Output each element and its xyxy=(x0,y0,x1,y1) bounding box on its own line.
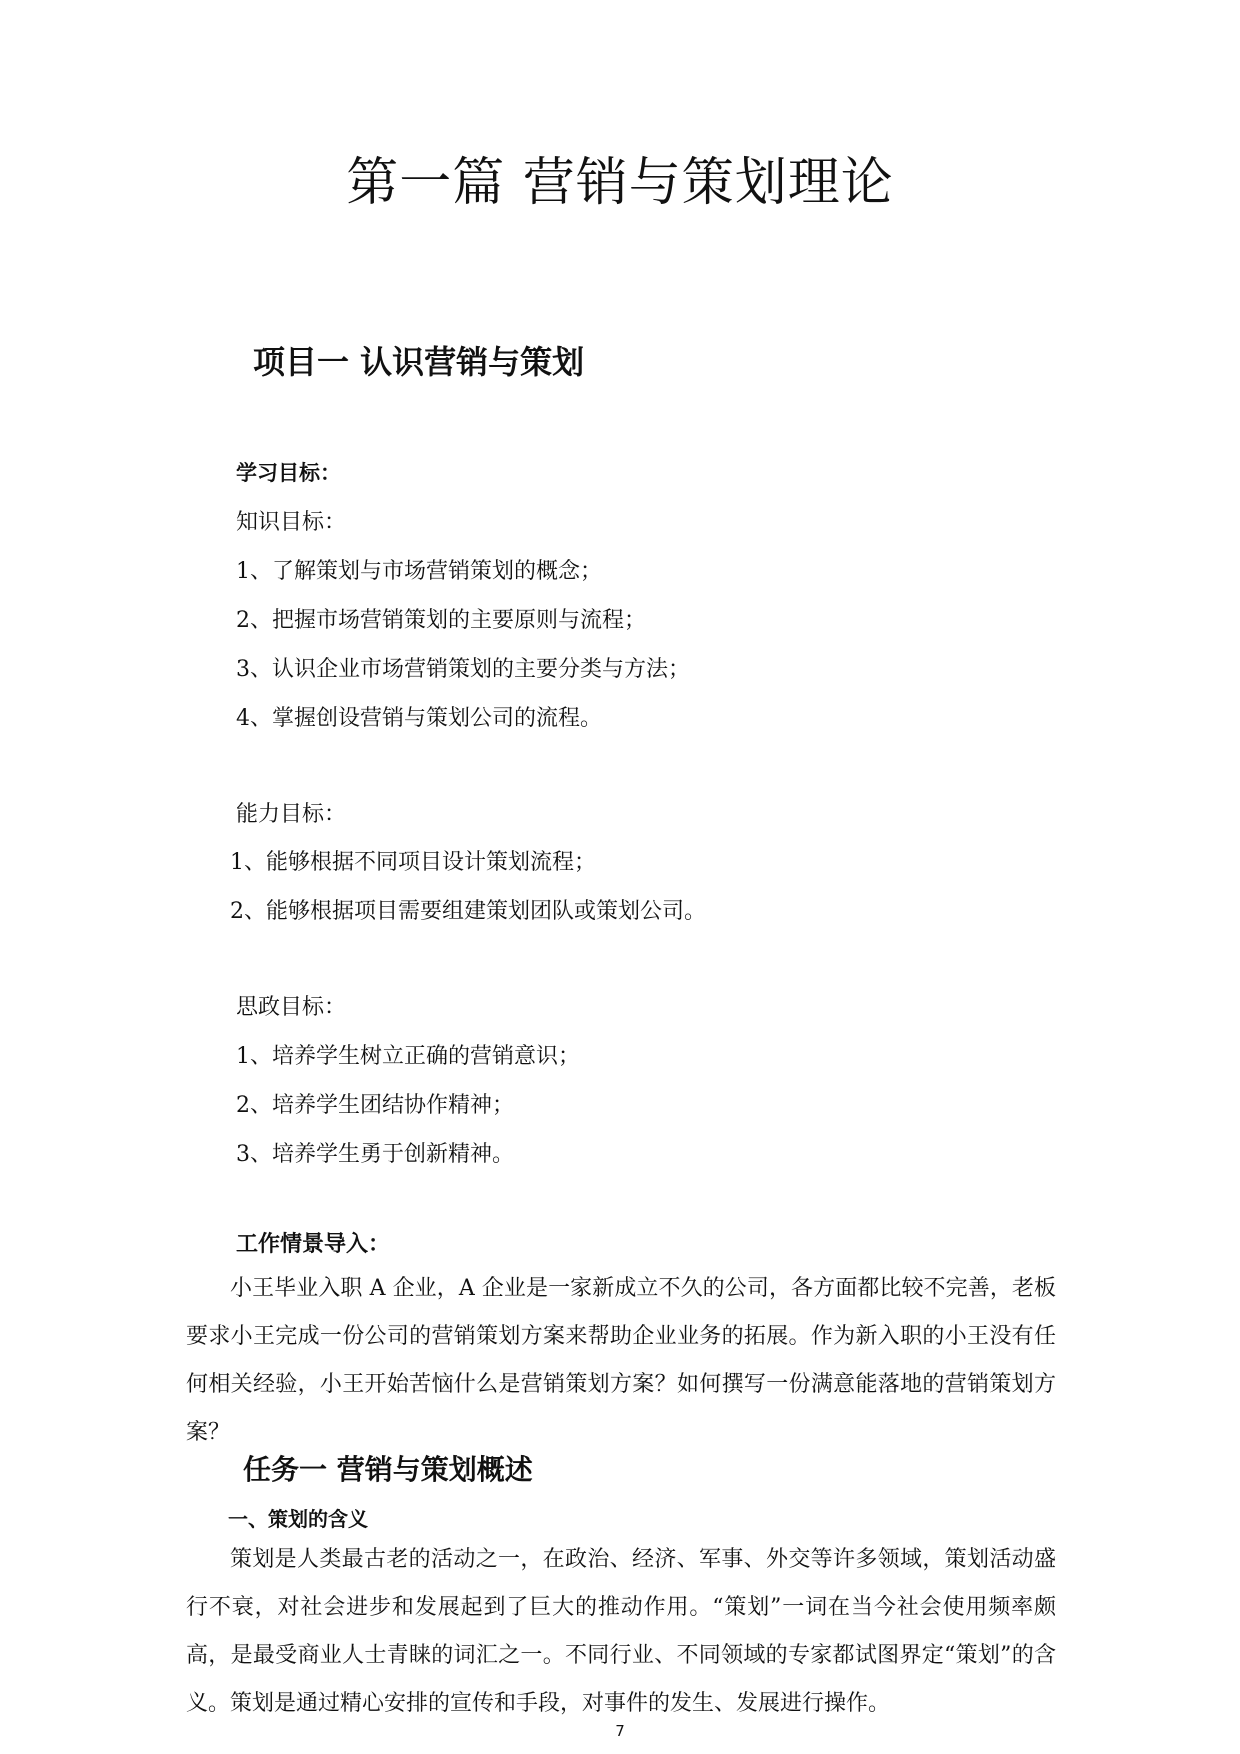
knowledge-goals-label: 知识目标： xyxy=(236,510,347,535)
ability-goals-label: 能力目标： xyxy=(236,802,347,827)
ideology-goal-item: 3、培养学生勇于创新精神。 xyxy=(236,1142,514,1167)
knowledge-goal-item: 2、把握市场营销策划的主要原则与流程； xyxy=(236,608,646,633)
body-paragraph: 策划是人类最古老的活动之一，在政治、经济、军事、外交等许多领域，策划活动盛行不衰，对社会进步和发展起到了巨大的推动作用。“策划”一词在当今社会使用频率颇高，是最受商业人士青睐的词汇之一。不同行业、不同领域的专家都试图界定“策划”的含义。 xyxy=(186,1547,1056,1716)
ideology-goal-item: 1、培养学生树立正确的营销意识； xyxy=(236,1044,580,1069)
ability-goal-item: 1、能够根据不同项目设计策划流程； xyxy=(230,850,596,875)
knowledge-goal-item: 3、认识企业市场营销策划的主要分类与方法； xyxy=(236,657,690,682)
knowledge-goal-item: 1、了解策划与市场营销策划的概念； xyxy=(236,559,602,584)
work-scenario-paragraph: 小王毕业入职 A 企业，A 企业是一家新成立不久的公司，各方面都比较不完善，老板要求小王完成一份公司的营销策划方案来帮助企业业务的拓展。作为新入职的小王没有任何相关经验，小王开始苦恼什么是营销策划方案？如何撰写一份满意能落地的营销策划方案？ xyxy=(186,1276,1056,1445)
part-title: 第一篇 营销与策划理论 xyxy=(346,153,894,213)
project-title: 项目一 认识营销与策划 xyxy=(253,343,585,381)
body-paragraph: 策划是通过精心安排的宣传和手段，对事件的发生、发展进行操作。 xyxy=(230,1691,891,1716)
work-scenario-heading: 工作情景导入： xyxy=(236,1232,391,1257)
task-title: 任务一 营销与策划概述 xyxy=(243,1453,533,1486)
section-heading: 一、策划的含义 xyxy=(228,1507,368,1531)
ideology-goals-label: 思政目标： xyxy=(236,995,347,1020)
page-number: 7 xyxy=(615,1722,625,1740)
knowledge-goal-item: 4、掌握创设营销与策划公司的流程。 xyxy=(236,706,602,731)
learning-goals-heading: 学习目标： xyxy=(236,461,341,485)
ability-goal-item: 2、能够根据项目需要组建策划团队或策划公司。 xyxy=(230,899,706,924)
ideology-goal-item: 2、培养学生团结协作精神； xyxy=(236,1093,514,1118)
